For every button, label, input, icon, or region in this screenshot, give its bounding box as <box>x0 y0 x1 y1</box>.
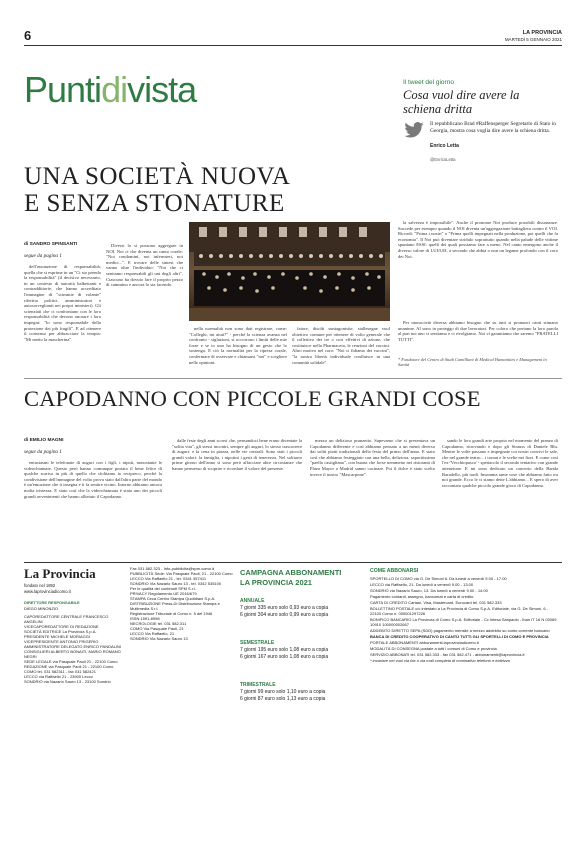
info-line: SONDRIO Via Nazario Sauro 13 <box>130 636 188 641</box>
footer-masthead: La Provincia <box>24 566 96 581</box>
article1-column-5b <box>398 320 558 354</box>
section-title <box>24 70 196 110</box>
howto-line: ADDEBITO DIRETTO SEPA (SDD) pagamento mensile a mezzo addebito su conto corrente bancario <box>370 628 550 633</box>
plan-name: ANNUALE <box>240 598 265 604</box>
tweet-body: Il repubblicano Brad #Raffensperger Segretario di Stato in Georgia, mostra cosa voglia dire avere la schiena dritta. <box>430 121 556 134</box>
info-line: SONDRIO Via Nazario Sauro 13 - tel. 0342 535100 <box>130 581 222 586</box>
footer-website: www.laprovinciadicomo.it <box>24 589 71 594</box>
howto-line: Pagamento contanti, assegno, bancomat e carta di credito <box>370 594 474 599</box>
howto-line: SERVIZIO ABBONATI tel. 031 582.333 - fax 031 582.471 - abbonamenti@laprovincia.it <box>370 652 525 657</box>
article1-column-3 <box>189 326 287 370</box>
article2-column-4 <box>442 438 558 555</box>
header-rule <box>24 45 562 46</box>
plan-row: 7 giorni 335 euro solo 0,93 euro a copia <box>240 605 329 611</box>
staff-line: REDAZIONE via Pasquale Paoli 21 - 22100 Como <box>24 664 114 669</box>
footer-staff-name: DIEGO MINONZIO <box>24 606 58 611</box>
article2-headline: CAPODANNO CON PICCOLE GRANDI COSE <box>24 386 481 411</box>
staff-line: AMMINISTRATORE DELEGATO ENRICO PANDALINI <box>24 644 121 649</box>
info-line: Per le qualità dei contenuti SPM S.r.l. <box>130 586 197 591</box>
staff-line: SEDE LEGALE via Pasquale Paoli 21 - 22100 Como <box>24 659 118 664</box>
howto-line: BONIFICO BANCARIO La Provincia di Como S.p.A. Editoriale - Cc Intesa Sanpaolo - Iban IT 16 N 03069 10910 100000002667 <box>370 617 557 627</box>
article-divider <box>24 378 562 379</box>
staff-line: VICECAPOREDATTORE DI REDAZIONE <box>24 624 99 629</box>
plan-name: TRIMESTRALE <box>240 682 276 688</box>
article1-headline-1: UNA SOCIETÀ NUOVA <box>24 163 291 190</box>
staff-line: CONSIGLIERI ALBERTO BONAITI, MARIO ROMANO NEGRI <box>24 649 121 659</box>
section-title-b: di <box>101 69 128 110</box>
footer-divider <box>24 562 562 563</box>
article2-continued: segue da pagina 1 <box>24 449 62 455</box>
howto-line: SONDRIO via Nazario Sauro, 13. Da lunedì a venerdì 9.00 - 14.00 <box>370 588 488 593</box>
info-line: PRIVACY Regolamento UE 2016/679 <box>130 591 197 596</box>
footer-founded: fondato nel 1892 <box>24 583 56 588</box>
tweet-headline: Cosa vuol dire avere la schiena dritta <box>403 88 520 116</box>
tweet-kicker: Il tweet del giorno <box>403 79 454 86</box>
section-title-a: Punti <box>24 69 102 110</box>
article1-column-4 <box>292 326 390 370</box>
article1-byline: di SANDRO SPINSANTI <box>24 242 78 247</box>
plan-row: 7 giorni 99 euro solo 1,10 euro a copia <box>240 689 326 695</box>
howto-list <box>370 576 560 663</box>
staff-line: SONDRIO via Nazario Sauro 13 - 23100 Sondrio <box>24 679 111 684</box>
howto-line: BOLLETTINO POSTALE c/c intestato a La Provincia di Como S.p.A. Editoriale, via G. De Simoni, 6 - 22100 Como n. 000001297226 <box>370 606 548 616</box>
plan-row: 6 giorni 87 euro solo 1,13 euro a copia <box>240 696 326 702</box>
article2-column-4-text: sando le loro grandi arie proprio nel momento del pranzo di Capodanno, ritrovando e dopo gli Strauss di Daniele Blu. Mentre le volte passano e impegnate coi nostri convivi le sale, che nel grande teatro... i tornai e le scelte nei fiori. E come così l'ex-'Vecchiopasca' - spettacolo il secondo tentativo con grande attenzione. E mi sono dedicato un concerto della Banda Baradello, più tardi. Insomma tante cose che abbiamo fatto tra noi grande. Ecco le ci stamo dette L'abbiamo... E spero di aver raccontato qualche piccolo grande gioco di Capodanno. <box>442 438 558 488</box>
plan-row: 6 giorni 304 euro solo 0,99 euro a copia <box>240 612 329 618</box>
article2-column-1 <box>24 460 162 555</box>
info-line: PUBBLICITÀ Sede: Via Pasquale Paoli, 21 - 22100 Como <box>130 571 233 576</box>
staff-line: LECCO via Raffaello 21 - 23900 Lecco <box>24 674 93 679</box>
article2-column-1-text: entusiasmi le telefonate di auguri con i figli, i nipoti, nonostante le videochiamate. Questo però hanno comunque portato il bene felice di qualche sorriso in più di quello che sfoltiamo io recipreco, perché la condivisione dell'immagine del volto prova stato dall'altra parte del mondo è un'emozione che ti insegna e ti fa sentire vicino. Intorno abbiamo ancora molta tristezza. E stato così che la videochiamata è stata uno dei piccoli grandi avvenimenti che hanno allietato il Capodanno. <box>24 460 162 499</box>
staff-line: PRESIDENTE MICHELE MORIAGGI <box>24 634 91 639</box>
howto-title: COME ABBONARSI <box>370 568 419 574</box>
plan-row: 7 giorni 195 euro solo 1,08 euro a copia <box>240 647 329 653</box>
plan-annuale <box>240 598 360 619</box>
footer-staff-list <box>24 614 124 684</box>
page-number: 6 <box>24 28 32 43</box>
info-line: ISSN 1591-8998 <box>130 616 160 621</box>
twitter-bird-icon <box>404 122 424 138</box>
tweet-author: Enrico Letta <box>430 143 459 149</box>
howto-line: * invariare nei vuoi via fax o via mail completa di nominativo telefono e indirizzo <box>370 658 511 663</box>
plan-row: 6 giorni 167 euro solo 1,08 euro a copia <box>240 654 329 660</box>
footer-staff-heading: DIRETTORE RESPONSABILE <box>24 600 80 605</box>
concert-photo <box>189 222 390 321</box>
campaign-title-2: LA PROVINCIA 2021 <box>240 578 312 587</box>
info-line: LECCO Via Raffaello, 21 <box>130 631 175 636</box>
article2-column-2 <box>172 438 302 555</box>
article2-column-2-text: dalle feste degli anni scorsi che, pensandoci bene erano diventate la "solita vita", gli stessi incontri, sempre gli auguri, lo stesso trascorrere di auguri: e la cena in piazza, nelle vie centrali. Sono stati i piccoli grandi valori: la famiglia, i nipotini i gesti di tenerezza. Nel solitario prime giorno dell'anno si sono però affacciate altre circostanze che hanno permesso di scoprire e ricordare il valore del presente. <box>172 438 302 471</box>
article1-column-4-text: fatore, disolti suntagonistie, siallesegne vuol obiettivo comune per ottenere di volto generale che il collettivo dei tre o cori effettivi di azione, che costituisce nella Pharmaceia, le reazioni del vaccini. Altro motivo nel coro: "Noi ci fidiamo dei vaccini", "la nostra libertà individuale confluisce in una comunità solidale". <box>292 326 390 365</box>
info-line: DISTRIBUZIONE Press-Di Distribuzione Stampa e Multimedia S.r.l. <box>130 601 220 611</box>
article1-column-5b-text: Per unosocietà diversa abbiamo bisogno che su tutti si pronunci canti stimano unanime. Al sono in proteggo di due lavoratori. Per coloro che portano la loro parola al pari noi uno ci sentiamo e ci rivolgiamo. Noi vi garantiamo che saremo "FRATELLI TUTTI". <box>398 320 558 342</box>
info-line: LECCO Via Raffaello 21 - tel. 0341 357411 <box>130 576 207 581</box>
info-line: COMO Via Pasquale Paoli, 21 <box>130 626 184 631</box>
footer-info-list <box>130 566 233 641</box>
issue-date: MARTEDÌ 5 GENNAIO 2021 <box>504 37 562 42</box>
article1-headline-2: E SENZA STONATURE <box>24 190 285 217</box>
article2-column-3-text: mezzo un delizioso pranzetto. Sapevamo che si presentava un Capodanno differente e così abbiamo pensato a un menù diverso dai soliti piatti tradizionali della festa del primo dell'anno. E stato così che abbiamo festeggiato con una bella, deliziosa, saporitissima "paella castigliana", con buona che forse nemmeno nei ristoranti di Plaza Mayor a Madrid sanno cucinare. Poi il dolce è stato scelto invece il nostro "Mascarpone". <box>310 438 435 477</box>
paper-name: LA PROVINCIA <box>522 30 562 36</box>
section-title-c: vista <box>127 69 197 110</box>
article1-column-1-text: dell'assunzione di responsabilità, quella che si esprime in un "Ci sto prendo la responsabilità" (il decisivo necessario, in un contesto di autorità balbettanti e contraddittorie, che hanno accreditato l'immagine di "scimmie di volante" rifertita politici, amministratori e autosorveglianti nei propri ministeri). Gli scienziati che ci confrontano con le loro responsabilità che devono onorare i loro impegni: "Io sono responsabile della protezione dei più fragili". E ad ottenere il consenso per abbracciare la terapia: "Mi metto la mascherina". <box>24 264 101 342</box>
info-line: STAMPA Ceca Centro Stampa Quotidiani S.p.A. <box>130 596 216 601</box>
article1-column-5-text: la salvezza è impossibile". Anche il pronome Noi produce possibili dissonanze. Succede per esempio quando il NOI diventa un'aggregazione battagliera contro il VOI. Ricordi: "Prima i nostri" o "Prima quelli impegnati nella produzione, poi quelli che fa economia". Il Noi può diventare stridulo soprattutto quando nella palude delle vittime spuntano ESSI: quelli dei quali possiamo fare a meno. Nel canto emergono anche il diverso valore di LUI/LEI, a secondo che abbia o non un legame profondo con il coro dei Noi. <box>398 220 558 259</box>
staff-line: COMO tel. 031 582311 - fax 031 582421 <box>24 669 96 674</box>
info-line: NECROLOGIE tel. 031 582.311 <box>130 621 187 626</box>
article1-column-5 <box>398 220 558 318</box>
article1-continued: segue da pagina 1 <box>24 253 62 259</box>
tweet-handle: @EnricoLetta <box>430 157 456 162</box>
howto-line: LECCO via Raffaello, 21. Da lunedì a venerdì 9.00 - 13.00 <box>370 582 474 587</box>
article1-column-2-text: Diversi lo si possono aggregare in NOI. Noi ci che diventa un canto corale: "Noi condomini, noi infermieri, noi medici...". E trovare delle sintesi che vanno oltre l'individuo: "Noi che ci sentiamo responsabili gli uni degli altri". Ciascuno ha dovuto fare il proprio pezzo di cammino e ancora lo sta facendo. <box>106 243 183 288</box>
plan-name: SEMESTRALE <box>240 640 275 646</box>
campaign-title-1: CAMPAGNA ABBONAMENTI <box>240 568 342 577</box>
howto-line: PORTALE ABBONAMENTI abbonamenti.laprovinciadicomo.it <box>370 640 479 645</box>
article1-column-3-text: nella normalità non sono dati registrare, come: "Colleghi, mi aiuti?" - perché la scienza avanza nel confronto - siglazioni, si occorrono i limiti delle mie forze e se io uno ha bisogno di un gesto che lo sostenga. E ciò la normalità per la ripresa corale, confermare di osservare e chiamarsi "noi" e scegliere nelle opinioni. <box>189 326 287 365</box>
staff-line: SOCIETÀ EDITRICE La Provincia S.p.A. <box>24 629 97 634</box>
article1-column-2 <box>106 243 183 370</box>
article1-column-1 <box>24 264 101 370</box>
article1-author-note: * Fondatore del Centro di Studi Camilliani di Medical Humanities e Management in Sanità <box>398 357 547 368</box>
article2-column-3 <box>310 438 435 555</box>
howto-line: CARTA DI CREDITO Cartasì, Visa, Mastercard. Eurocard tel. 031 582.333 <box>370 600 502 605</box>
plan-semestrale <box>240 640 360 661</box>
info-line: Fax 031.582.323 - Info-pubblicita@spm.como.it <box>130 566 215 571</box>
howto-line: MODALITÀ DI CONSEGNA postale a tutti i comuni di Como e provincia <box>370 646 497 651</box>
howto-line: BANCA DI CREDITO COOPERATIVO DI CANTÙ TUTTI GLI SPORTELLI DI COMO E PROVINCIA <box>370 634 549 639</box>
info-line: Registrazione Tribunale di Como n. 5 del 1946 <box>130 611 213 616</box>
plan-trimestrale <box>240 682 360 703</box>
article2-byline: di EMILIO MAGNI <box>24 438 64 443</box>
staff-line: VICEPRESIDENTE ANTONIO FRIGERIO <box>24 639 99 644</box>
howto-line: SPORTELLO DI COMO via G. De Simoni 6. Da lunedì a venerdì 9.00 - 17.00 <box>370 576 507 581</box>
staff-line: CAPOREDATTORE CENTRALE FRANCESCO ANGELINI <box>24 614 109 624</box>
